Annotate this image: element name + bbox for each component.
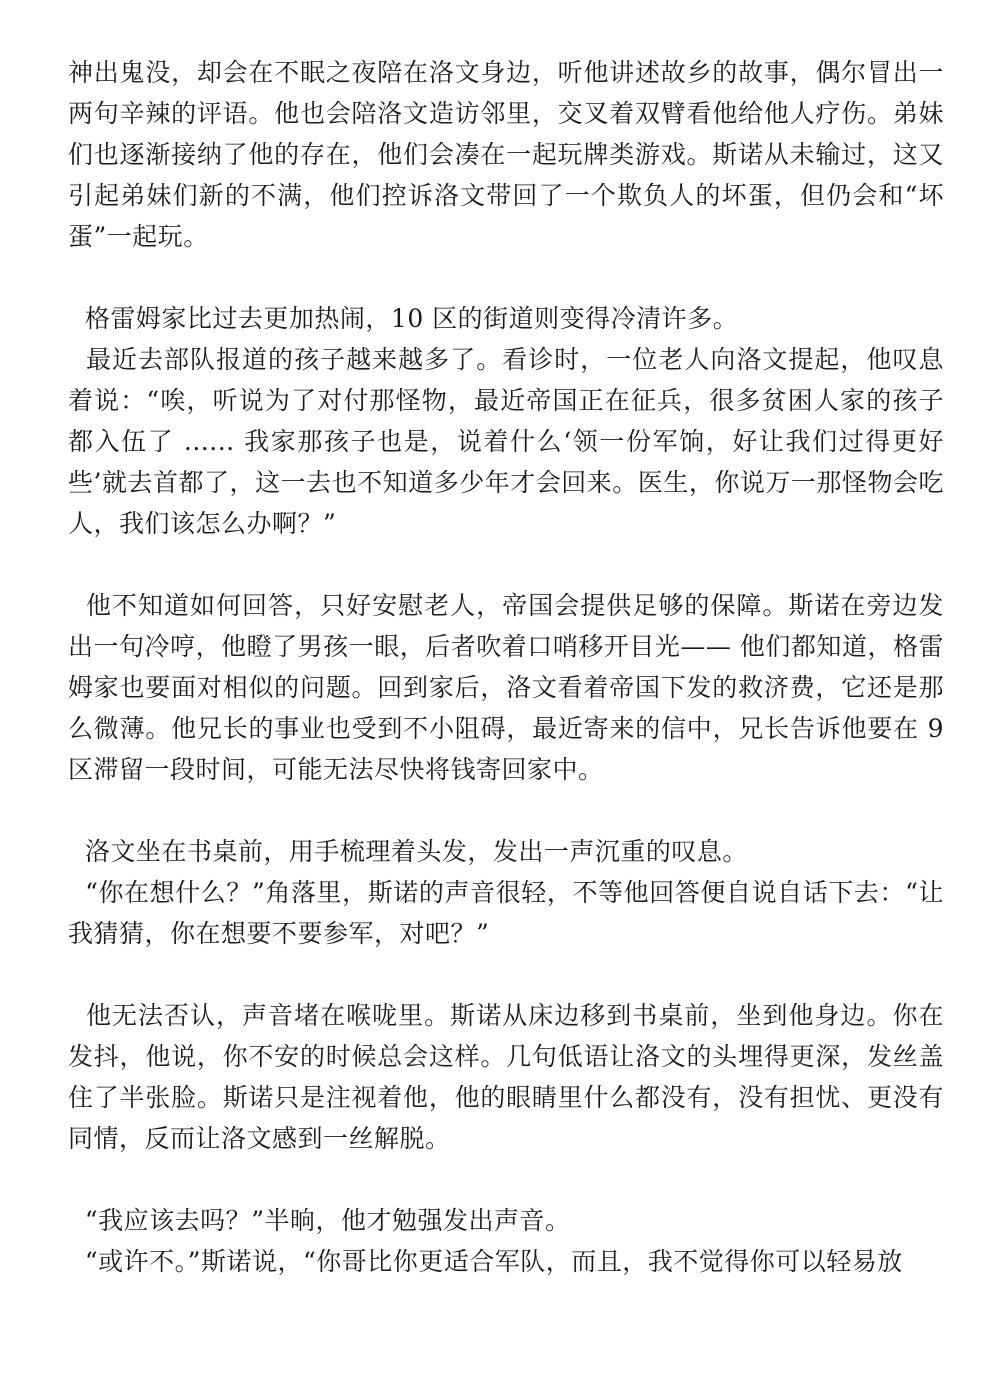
paragraph-4: 他不知道如何回答，只好安慰老人，帝国会提供足够的保障。斯诺在旁边发出一句冷哼，他瞪了男孩一眼，后者吹着口哨移开目光—— 他们都知道，格雷姆家也要面对相似的问题。回到家后，洛文看着帝国下发的救济费，它还是那么微薄。他兄长的事业也受到不小阻碍，最近寄来的信中，兄长告诉他要在 9 区滞留一段时间，可能无法尽快将钱寄回家中。 xyxy=(68,591,953,784)
paragraph-spacer xyxy=(68,790,944,831)
paragraph-spacer xyxy=(68,544,944,585)
paragraph-9: “或许不。”斯诺说，“你哥比你更适合军队，而且，我不觉得你可以轻易放 xyxy=(68,1247,903,1276)
paragraph-5: 洛文坐在书桌前，用手梳理着头发，发出一声沉重的叹息。 xyxy=(68,837,748,866)
paragraph-6: “你在想什么？”角落里，斯诺的声音很轻，不等他回答便自说自话下去：“让我猜猜，你在想要不要参军，对吧？” xyxy=(68,878,944,948)
paragraph-2: 格雷姆家比过去更加热闹，10 区的街道则变得冷清许多。 xyxy=(68,304,739,333)
paragraph-spacer xyxy=(68,257,944,298)
paragraph-spacer xyxy=(68,954,944,995)
paragraph-1: 神出鬼没，却会在不眠之夜陪在洛文身边，听他讲述故乡的故事，偶尔冒出一两句辛辣的评语。他也会陪洛文造访邻里，交叉着双臂看他给他人疗伤。弟妹们也逐渐接纳了他的存在，他们会凑在一起玩牌类游戏。斯诺从未输过，这又引起弟妹们新的不满，他们控诉洛文带回了一个欺负人的坏蛋，但仍会和“坏蛋”一起玩。 xyxy=(68,58,944,251)
paragraph-3: 最近去部队报道的孩子越来越多了。看诊时，一位老人向洛文提起，他叹息着说：“唉，听说为了对付那怪物，最近帝国正在征兵，很多贫困人家的孩子都入伍了 ...... 我家那孩子也是，说着什么‘领一份军饷，好让我们过得更好些’就去首都了，这一去也不知道多少年才会回来。医生，你说万一那怪物会吃人，我们该怎么办啊？” xyxy=(68,345,944,538)
paragraph-7: 他无法否认，声音堵在喉咙里。斯诺从床边移到书桌前，坐到他身边。你在发抖，他说，你不安的时候总会这样。几句低语让洛文的头埋得更深，发丝盖住了半张脸。斯诺只是注视着他，他的眼睛里什么都没有，没有担忧、更没有同情，反而让洛文感到一丝解脱。 xyxy=(68,1001,944,1153)
paragraph-spacer xyxy=(68,1159,944,1200)
paragraph-8: “我应该去吗？”半晌，他才勉强发出声音。 xyxy=(68,1206,571,1235)
document-page xyxy=(68,52,953,1282)
